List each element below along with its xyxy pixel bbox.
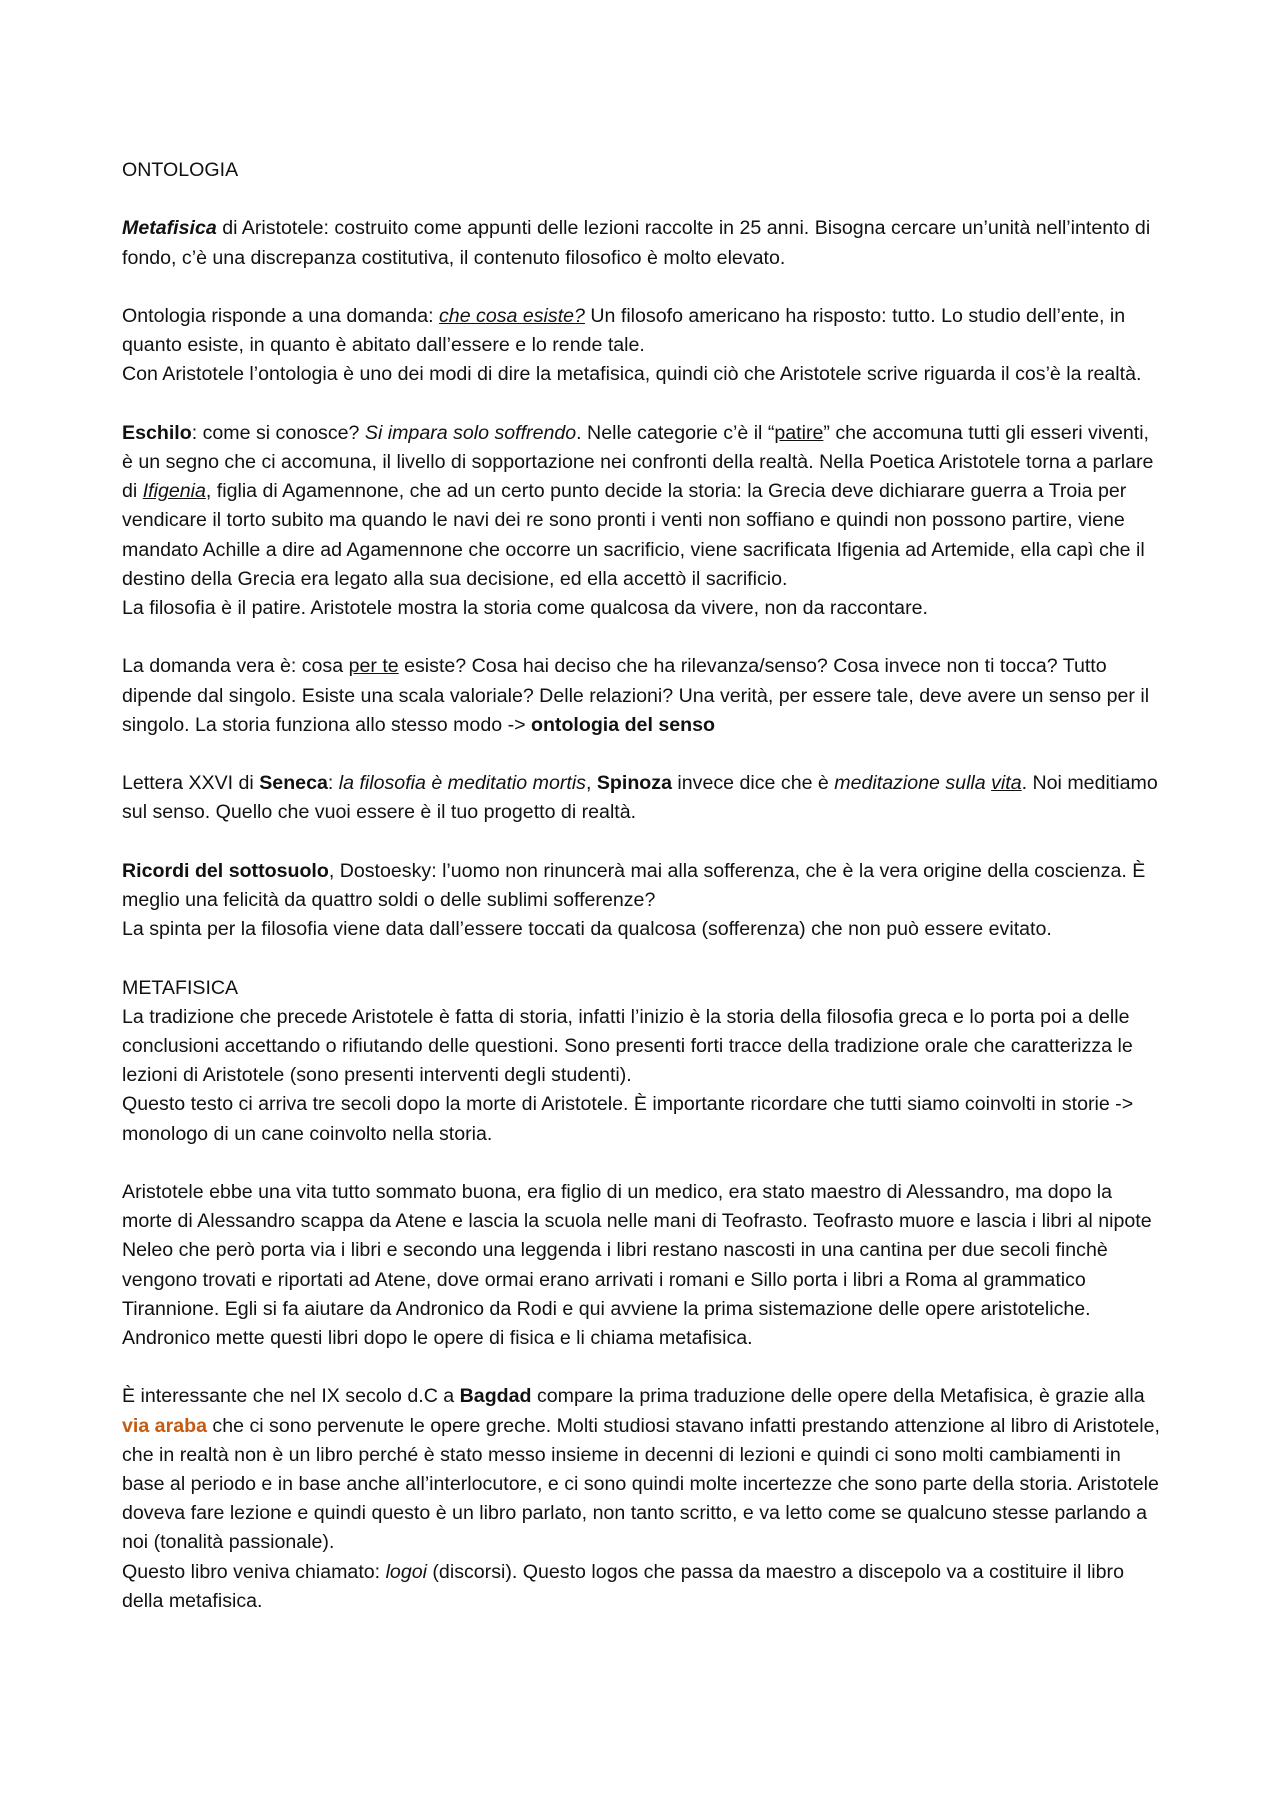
paragraph-metafisica-intro: Metafisica di Aristotele: costruito come appunti delle lezioni raccolte in 25 anni. Bisogna cercare un’unità nell’intento di fondo, c’è una discrepanza costitutiva, il contenuto filosofico è molto elevato.: [122, 217, 1151, 269]
paragraph-tradizione: La tradizione che precede Aristotele è fatta di storia, infatti l’inizio è la storia della filosofia greca e lo porta poi a delle conclusioni accettando o rifiutando delle questioni. Sono presenti forti tracce della tradizione orale che caratterizza le lezioni di Aristotele (sono presenti interventi degli studenti).: [122, 1005, 1133, 1087]
paragraph-ontologia: Ontologia risponde a una domanda: che cosa esiste? Un filosofo americano ha risposto: tutto. Lo studio dell’ente, in quanto esiste, in quanto è abitato dall’essere e lo rende tale.: [122, 304, 1126, 357]
section-heading-metafisica: METAFISICA: [122, 976, 239, 999]
paragraph-seneca-spinoza: Lettera XXVI di Seneca: la filosofia è meditatio mortis, Spinoza invece dice che è meditazione sulla vita. Noi meditiamo sul senso. Quello che vuoi essere è il tuo progetto di realtà.: [122, 772, 1158, 824]
paragraph-spinta-filosofia: La spinta per la filosofia viene data dall’essere toccati da qualcosa (sofferenza) che non può essere evitato.: [122, 918, 1052, 941]
paragraph-domanda-vera: La domanda vera è: cosa per te esiste? Cosa hai deciso che ha rilevanza/senso? Cosa invece non ti tocca? Tutto dipende dal singolo. Esiste una scala valoriale? Delle relazioni? Una verità, per essere tale, deve avere un senso per il singolo. La storia funziona allo stesso modo -> ontologia del senso: [122, 655, 1150, 736]
paragraph-testo-tre-secoli: Questo testo ci arriva tre secoli dopo la morte di Aristotele. È importante ricordare che tutti siamo coinvolti in storie -> monologo di un cane coinvolto nella storia.: [122, 1093, 1134, 1145]
doc-title: ONTOLOGIA: [122, 159, 239, 181]
paragraph-vita-aristotele: Aristotele ebbe una vita tutto sommato buona, era figlio di un medico, era stato maestro di Alessandro, ma dopo la morte di Alessandro scappa da Atene e lascia la scuola nelle mani di Teofrasto. Teofrasto muore e lascia i libri al nipote Neleo che però porta via i libri e secondo una leggenda i libri restano nascosti in una cantina per due secoli finchè vengono trovati e riportati ad Atene, dove ormai erano arrivati i romani e Sillo porta i libri a Roma al grammatico Tirannione. Egli si fa aiutare da Andronico da Rodi e qui avviene la prima sistemazione delle opere aristoteliche. Andronico mette questi libri dopo le opere di fisica e li chiama metafisica.: [122, 1180, 1152, 1349]
paragraph-bagdad: È interessante che nel IX secolo d.C a Bagdad compare la prima traduzione delle opere della Metafisica, è grazie alla via araba che ci sono pervenute le opere greche. Molti studiosi stavano infatti prestando attenzione al libro di Aristotele, che in realtà non è un libro perché è stato messo insieme in decenni di lezioni e quindi ci sono molti cambiamenti in base al periodo e in base anche all’interlocutore, e ci sono quindi molte incertezze che sono parte della storia. Aristotele doveva fare lezione e quindi questo è un libro parlato, non tanto scritto, e va letto come se qualcuno stesse parlando a noi (tonalità passionale).: [122, 1385, 1161, 1554]
paragraph-eschilo: Eschilo: come si conosce? Si impara solo soffrendo. Nelle categorie c’è il “patire” che accomuna tutti gli esseri viventi, è un segno che ci accomuna, il livello di sopportazione nei confronti della realtà. Nella Poetica Aristotele torna a parlare di Ifigenia, figlia di Agamennone, che ad un certo punto decide la storia: la Grecia deve dichiarare guerra a Troia per vendicare il torto subito ma quando le navi dei re sono pronti i venti non soffiano e quindi non possono partire, viene mandato Achille a dire ad Agamennone che occorre un sacrificio, viene sacrificata Ifigenia ad Artemide, ella capì che il destino della Grecia era legato alla sua decisione, ed ella accettò il sacrificio.: [122, 421, 1154, 590]
paragraph-filosofia-patire: La filosofia è il patire. Aristotele mostra la storia come qualcosa da vivere, non da raccontare.: [122, 597, 928, 619]
paragraph-ontologia-aristotele: Con Aristotele l’ontologia è uno dei modi di dire la metafisica, quindi ciò che Aristotele scrive riguarda il cos’è la realtà.: [122, 363, 1142, 386]
paragraph-dostoesky: Ricordi del sottosuolo, Dostoesky: l’uomo non rinuncerà mai alla sofferenza, che è la vera origine della coscienza. È meglio una felicità da quattro soldi o delle sublimi sofferenze?: [122, 859, 1146, 911]
paragraph-logoi: Questo libro veniva chiamato: logoi (discorsi). Questo logos che passa da maestro a discepolo va a costituire il libro della metafisica.: [122, 1560, 1124, 1612]
